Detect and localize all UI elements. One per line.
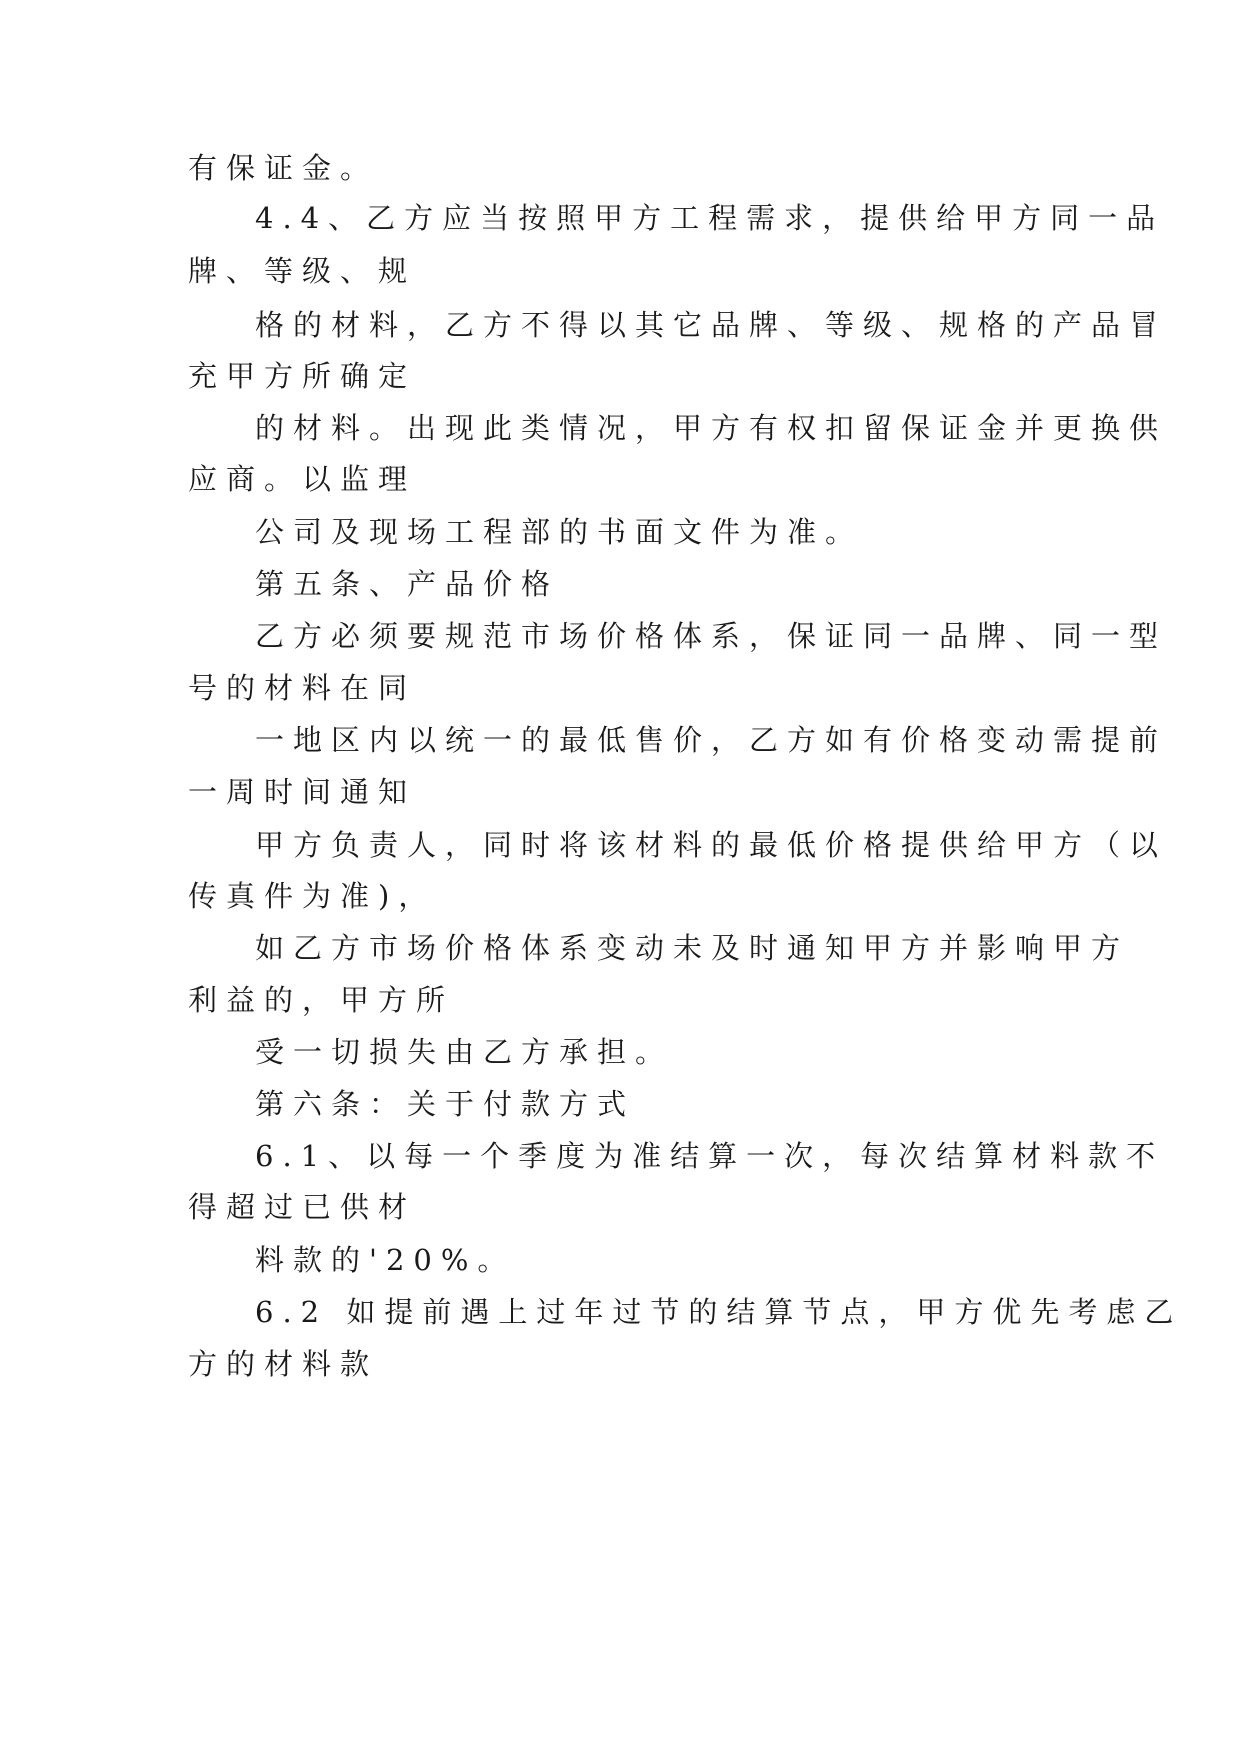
text-line: 格的材料，乙方不得以其它品牌、等级、规格的产品冒 <box>255 308 1168 342</box>
text-line: 号的材料在同 <box>188 671 417 705</box>
text-line: 公司及现场工程部的书面文件为准。 <box>255 515 864 549</box>
text-line: 应商。以监理 <box>188 462 417 496</box>
text-line: 得超过已供材 <box>188 1190 417 1224</box>
section-heading: 第五条、产品价格 <box>255 567 560 601</box>
text-line: 传真件为准)， <box>188 879 437 913</box>
text-line: 一周时间通知 <box>188 775 417 809</box>
text-line: 一地区内以统一的最低售价，乙方如有价格变动需提前 <box>255 723 1168 757</box>
text-line: 乙方必须要规范市场价格体系，保证同一品牌、同一型 <box>255 619 1168 653</box>
section-heading: 第六条：关于付款方式 <box>255 1087 636 1121</box>
text-line: 有保证金。 <box>188 151 379 185</box>
text-line: 利益的，甲方所 <box>188 983 455 1017</box>
text-line: 6.1、以每一个季度为准结算一次，每次结算材料款不 <box>255 1139 1165 1173</box>
text-line: 6.2 如提前遇上过年过节的结算节点，甲方优先考虑乙 <box>255 1295 1183 1329</box>
text-line: 充甲方所确定 <box>188 359 417 393</box>
text-line: 4.4、乙方应当按照甲方工程需求，提供给甲方同一品 <box>255 201 1165 235</box>
text-line: 牌、等级、规 <box>188 254 417 288</box>
text-line: 如乙方市场价格体系变动未及时通知甲方并影响甲方 <box>255 931 1130 965</box>
text-line: 受一切损失由乙方承担。 <box>255 1035 674 1069</box>
text-line: 方的材料款 <box>188 1347 379 1381</box>
text-line: 甲方负责人，同时将该材料的最低价格提供给甲方（以 <box>255 828 1168 862</box>
text-line: 料款的'20%。 <box>255 1243 516 1277</box>
text-line: 的材料。出现此类情况，甲方有权扣留保证金并更换供 <box>255 411 1168 445</box>
